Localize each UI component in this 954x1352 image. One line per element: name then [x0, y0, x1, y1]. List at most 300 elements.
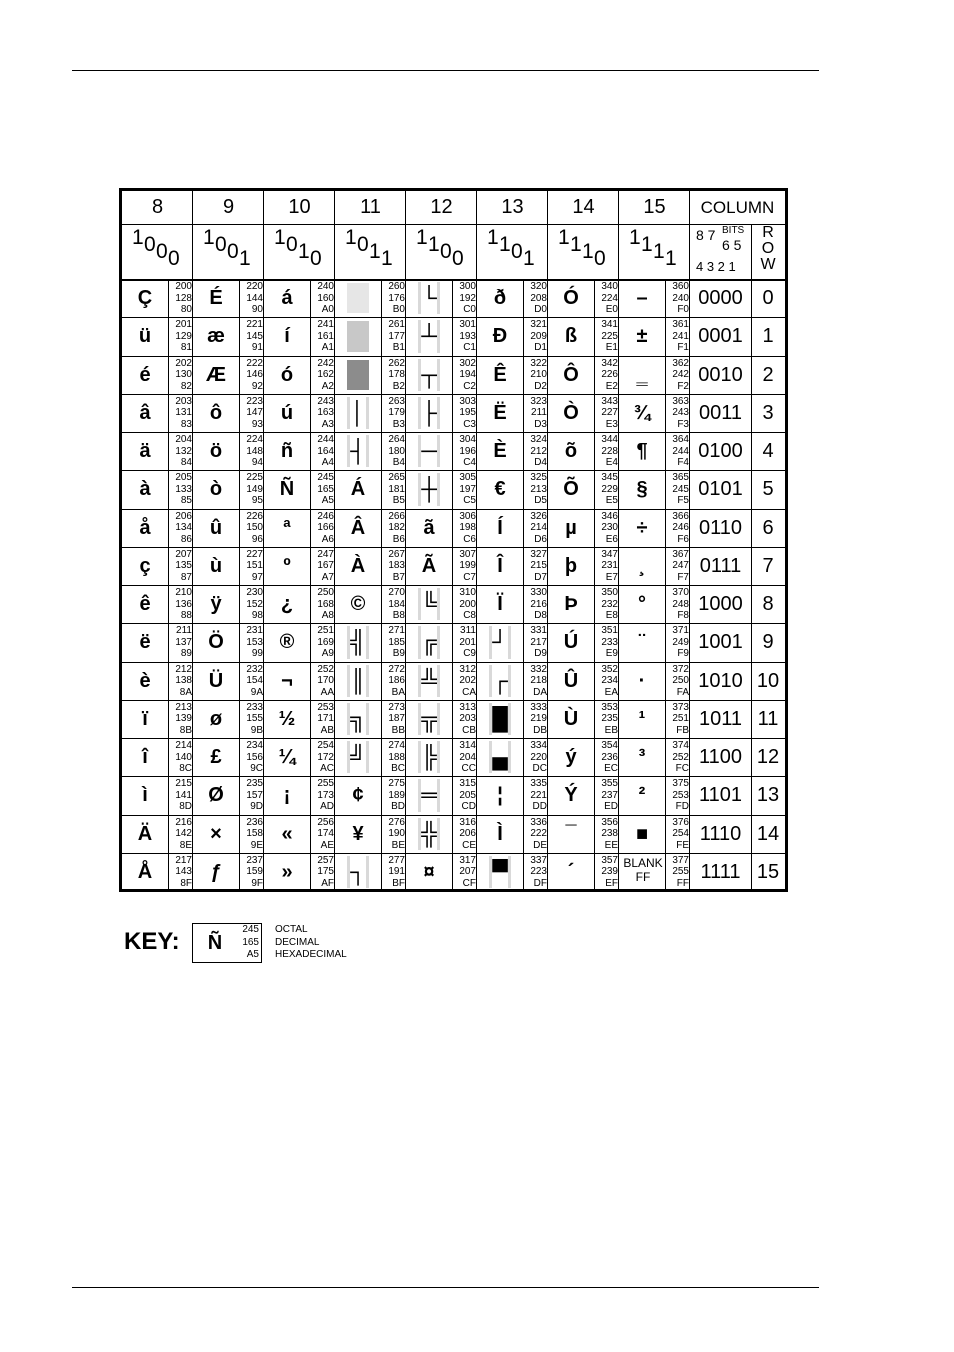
character-glyph: í — [284, 325, 290, 348]
hex-code: F7 — [677, 571, 689, 583]
octal-code: 302 — [459, 357, 476, 369]
hex-code: D8 — [534, 610, 547, 621]
hex-code: C6 — [463, 533, 476, 545]
hex-code: FD — [675, 801, 689, 813]
octal-code: 265 — [388, 472, 405, 484]
box-drawing-glyph: █ — [492, 705, 508, 731]
decimal-code: 151 — [246, 560, 263, 572]
character-glyph: ¥ — [352, 822, 364, 845]
bit-digit: 1 — [499, 233, 511, 256]
octal-code: 354 — [601, 740, 618, 751]
box-drawing-glyph: ╗ — [350, 705, 366, 731]
hex-code: C3 — [463, 418, 476, 430]
hex-code: EB — [604, 724, 618, 736]
row-label-letter: W — [760, 256, 776, 273]
bit-digit: 1 — [665, 247, 677, 270]
decimal-code: 139 — [175, 713, 192, 725]
decimal-code: 226 — [601, 369, 618, 380]
row-binary: 0011 — [698, 401, 742, 424]
octal-code: 326 — [530, 510, 547, 522]
decimal-code: 186 — [388, 675, 405, 686]
row-divider — [122, 547, 785, 548]
hex-code: A6 — [321, 533, 334, 545]
octal-code: 374 — [672, 740, 689, 751]
decimal-code: 209 — [530, 330, 547, 342]
key-legend-octal: OCTAL — [275, 924, 308, 935]
bit-digit: 1 — [487, 226, 499, 249]
code-values — [450, 549, 476, 584]
decimal-code: 184 — [388, 598, 405, 610]
octal-code: 371 — [672, 625, 689, 637]
hex-code: AC — [320, 763, 334, 774]
code-values — [450, 472, 476, 507]
decimal-code: 189 — [388, 789, 405, 801]
hex-code: A7 — [321, 571, 334, 583]
decimal-code: 169 — [317, 636, 334, 648]
hex-code: E2 — [605, 380, 618, 392]
hex-code: 92 — [251, 380, 263, 392]
key-legend — [275, 924, 347, 962]
column-number: 13 — [501, 196, 524, 218]
code-values — [308, 396, 334, 431]
hex-code: 81 — [180, 342, 192, 354]
hex-code: C1 — [463, 342, 476, 354]
bit-digit: 1 — [641, 233, 653, 256]
key-legend-decimal: DECIMAL — [275, 936, 320, 948]
hex-code: 9F — [251, 877, 263, 889]
character-glyph: Õ — [563, 478, 579, 501]
bit-digit: 0 — [511, 240, 523, 263]
octal-code: 330 — [530, 587, 547, 598]
octal-code: 344 — [601, 434, 618, 445]
octal-code: 323 — [530, 395, 547, 407]
code-values — [521, 472, 547, 507]
character-glyph: ï — [142, 707, 148, 730]
code-values — [592, 855, 618, 890]
code-values — [308, 855, 334, 890]
row-binary: 0000 — [698, 287, 743, 309]
octal-code: 311 — [460, 625, 476, 637]
code-values — [237, 358, 263, 393]
octal-code: 351 — [601, 625, 618, 637]
row-number: 3 — [762, 401, 774, 424]
code-values — [521, 702, 547, 737]
decimal-code: 146 — [246, 369, 263, 380]
character-glyph: ô — [209, 401, 223, 424]
bit-digit: 1 — [239, 247, 251, 270]
code-values — [663, 740, 689, 775]
row-number: 8 — [762, 593, 774, 615]
code-values — [663, 778, 689, 813]
code-values — [379, 817, 405, 852]
row-number: 6 — [762, 516, 774, 539]
row-number: 9 — [762, 631, 774, 654]
code-values — [166, 625, 192, 660]
code-values — [166, 511, 192, 546]
character-glyph: ¦ — [497, 784, 503, 807]
character-glyph: Ï — [497, 593, 503, 615]
column-number: 14 — [572, 196, 595, 218]
hex-code: C8 — [463, 610, 476, 621]
code-values — [663, 319, 689, 354]
hex-code: D9 — [534, 648, 547, 660]
code-values — [166, 778, 192, 813]
octal-code: 306 — [459, 510, 476, 522]
decimal-code: 238 — [601, 828, 618, 839]
box-drawing-glyph: ┴ — [421, 323, 437, 349]
character-glyph: © — [350, 593, 366, 615]
code-values — [592, 702, 618, 737]
decimal-code: 182 — [388, 522, 405, 533]
octal-code: 213 — [175, 701, 192, 713]
octal-code: 360 — [672, 281, 689, 292]
decimal-code: 211 — [531, 407, 547, 419]
code-values — [592, 358, 618, 393]
octal-code: 237 — [246, 854, 263, 866]
hex-code: D4 — [534, 457, 547, 468]
hex-code: 8E — [179, 839, 192, 851]
character-glyph: ß — [564, 325, 578, 348]
character-glyph: ä — [139, 440, 151, 462]
code-values — [379, 358, 405, 393]
character-glyph: Ù — [563, 707, 579, 730]
character-glyph: ■ — [635, 822, 649, 845]
octal-code: 226 — [246, 510, 263, 522]
decimal-code: 242 — [672, 369, 689, 380]
hex-code: 9B — [250, 724, 263, 736]
hex-code: FF — [676, 877, 689, 889]
decimal-code: 192 — [459, 292, 476, 304]
octal-code: 345 — [601, 472, 618, 484]
hex-code: D7 — [534, 571, 547, 583]
decimal-code: 167 — [317, 560, 334, 572]
code-values — [379, 778, 405, 813]
row-divider — [122, 432, 785, 433]
hex-code: C4 — [463, 457, 476, 468]
octal-code: 211 — [176, 625, 192, 637]
code-values — [450, 740, 476, 775]
octal-code: 247 — [317, 548, 334, 560]
octal-code: 217 — [175, 854, 192, 866]
decimal-code: 223 — [530, 866, 547, 878]
hex-code: E7 — [605, 571, 618, 583]
octal-code: 243 — [317, 395, 334, 407]
code-values — [663, 664, 689, 699]
character-glyph: £ — [210, 746, 222, 768]
character-glyph: ¹ — [638, 707, 646, 730]
code-values — [166, 702, 192, 737]
octal-code: 277 — [388, 854, 405, 866]
row-number: 10 — [756, 669, 780, 692]
row-binary: 1001 — [698, 631, 743, 654]
octal-code: 244 — [317, 434, 334, 445]
octal-code: 316 — [459, 816, 476, 828]
hex-code: D0 — [534, 304, 547, 315]
octal-code: 250 — [317, 587, 334, 598]
code-values — [237, 396, 263, 431]
shade-block — [347, 360, 369, 390]
hex-code: F1 — [677, 342, 689, 354]
code-values — [379, 281, 405, 316]
row-number: 15 — [756, 860, 780, 883]
decimal-code: 200 — [459, 598, 476, 610]
row-binary: 0100 — [698, 440, 743, 462]
code-values — [450, 319, 476, 354]
code-values — [166, 664, 192, 699]
character-glyph: Ú — [563, 631, 579, 654]
code-values — [166, 319, 192, 354]
character-glyph: õ — [564, 440, 578, 462]
octal-code: 337 — [530, 854, 547, 866]
decimal-code: 206 — [459, 828, 476, 839]
bits-legend-bits: BITS — [722, 225, 745, 236]
code-values — [237, 740, 263, 775]
decimal-code: 199 — [459, 560, 476, 572]
hex-code: EF — [605, 877, 618, 889]
octal-code: 225 — [246, 472, 263, 484]
bottom-rule — [72, 1287, 819, 1288]
character-glyph: ½ — [278, 707, 296, 730]
code-values — [237, 702, 263, 737]
hex-code: EC — [604, 763, 618, 774]
hex-code: 83 — [180, 418, 192, 430]
character-glyph: þ — [564, 554, 578, 577]
hex-code: A4 — [321, 457, 334, 468]
shade-block — [347, 283, 369, 313]
box-drawing-glyph: ╬ — [421, 820, 437, 846]
character-glyph: Ë — [493, 401, 507, 424]
hex-code: CA — [462, 686, 476, 698]
decimal-code: 168 — [317, 598, 334, 610]
code-values — [308, 511, 334, 546]
character-glyph: ö — [209, 440, 223, 462]
character-glyph: ¡ — [283, 784, 291, 807]
hex-code: DF — [533, 877, 547, 889]
octal-code: 207 — [175, 548, 192, 560]
decimal-code: 147 — [246, 407, 263, 419]
hex-code: 97 — [251, 571, 263, 583]
character-glyph: « — [281, 822, 293, 845]
hex-code: E8 — [605, 610, 618, 621]
row-divider — [122, 509, 785, 510]
row-number: 4 — [762, 440, 774, 462]
column-number: 15 — [643, 196, 666, 218]
box-drawing-glyph: ▄ — [492, 744, 508, 769]
row-number: 2 — [762, 363, 774, 386]
character-glyph: ñ — [280, 440, 294, 462]
bit-digit: 1 — [629, 226, 641, 249]
hex-code: DD — [532, 801, 547, 813]
decimal-code: 247 — [672, 560, 689, 572]
row-number: 0 — [762, 287, 774, 309]
bit-digit: 1 — [369, 240, 381, 263]
octal-code: 367 — [672, 548, 689, 560]
octal-code: 224 — [246, 434, 263, 445]
character-glyph: à — [139, 478, 151, 501]
decimal-code: 230 — [601, 522, 618, 533]
octal-code: 232 — [246, 663, 263, 675]
decimal-code: 183 — [388, 560, 405, 572]
bit-digit: 1 — [381, 247, 393, 270]
hex-code: FA — [676, 686, 689, 698]
decimal-code: 131 — [175, 407, 192, 419]
character-glyph: Â — [350, 516, 366, 539]
bit-digit: 1 — [582, 240, 594, 263]
code-values — [592, 472, 618, 507]
key-legend-hex: HEXADECIMAL — [275, 949, 347, 960]
decimal-code: 181 — [388, 483, 405, 495]
character-glyph: ó — [280, 363, 294, 386]
box-drawing-glyph: ▀ — [492, 858, 508, 884]
hex-code: 87 — [180, 571, 192, 583]
bit-digit: 0 — [156, 240, 168, 263]
decimal-code: 246 — [672, 522, 689, 533]
decimal-code: 140 — [175, 751, 192, 763]
bit-digit: 0 — [227, 240, 239, 263]
code-values — [450, 702, 476, 737]
hex-code: D3 — [534, 418, 547, 430]
code-values — [308, 587, 334, 622]
character-glyph: ã — [423, 516, 435, 539]
hex-code: 8C — [179, 763, 192, 774]
decimal-code: 164 — [317, 445, 334, 457]
octal-code: 234 — [246, 740, 263, 751]
decimal-code: 243 — [672, 407, 689, 419]
code-values — [521, 396, 547, 431]
octal-code: 233 — [246, 701, 263, 713]
character-glyph: ë — [139, 631, 151, 654]
row-divider — [122, 394, 785, 395]
decimal-code: 248 — [672, 598, 689, 610]
decimal-code: 222 — [530, 828, 547, 839]
octal-code: 336 — [530, 816, 547, 828]
character-glyph: Î — [497, 554, 503, 577]
character-glyph: æ — [207, 325, 225, 348]
code-values — [592, 281, 618, 316]
decimal-code: 197 — [459, 483, 476, 495]
code-values — [379, 664, 405, 699]
hex-code: 96 — [251, 533, 263, 545]
decimal-code: 212 — [530, 445, 547, 457]
code-values — [237, 472, 263, 507]
octal-code: 274 — [388, 740, 405, 751]
hex-code: D5 — [534, 495, 547, 507]
column-label: COLUMN — [700, 198, 775, 217]
code-values — [379, 625, 405, 660]
code-values — [237, 855, 263, 890]
row-number: 7 — [762, 554, 774, 577]
key-example-char: Ñ — [207, 932, 223, 954]
bit-pattern — [629, 226, 689, 276]
character-glyph: å — [139, 516, 151, 539]
octal-code: 214 — [175, 740, 192, 751]
decimal-code: 205 — [459, 789, 476, 801]
box-drawing-glyph: ╠ — [421, 744, 437, 769]
octal-code: 341 — [601, 319, 618, 331]
decimal-code: 220 — [530, 751, 547, 763]
character-glyph: Ä — [137, 822, 153, 845]
decimal-code: 177 — [388, 330, 405, 342]
character-glyph: ý — [565, 746, 577, 768]
octal-code: 372 — [672, 663, 689, 675]
octal-code: 215 — [175, 778, 192, 790]
hex-code: 8A — [179, 686, 192, 698]
hex-code: AE — [320, 839, 334, 851]
hex-code: BD — [391, 801, 405, 813]
row-divider — [122, 585, 785, 586]
decimal-code: 153 — [246, 636, 263, 648]
decimal-code: 214 — [530, 522, 547, 533]
row-number: 13 — [756, 784, 780, 807]
code-values — [308, 434, 334, 469]
decimal-code: 245 — [672, 483, 689, 495]
column-number: 9 — [222, 196, 235, 218]
character-glyph: ¢ — [352, 784, 364, 807]
bit-digit: 1 — [558, 226, 570, 249]
octal-code: 362 — [672, 357, 689, 369]
key-label: KEY: — [124, 928, 180, 955]
code-values — [592, 319, 618, 354]
decimal-code: 233 — [601, 636, 618, 648]
code-values — [237, 549, 263, 584]
hex-code: DB — [533, 724, 547, 736]
row-binary: 0110 — [698, 516, 742, 539]
octal-code: 301 — [459, 319, 476, 331]
hex-code: 94 — [251, 457, 263, 468]
hex-code: C2 — [463, 380, 476, 392]
hex-code: BF — [392, 877, 405, 889]
box-drawing-glyph: ┌ — [492, 667, 508, 693]
code-values — [592, 396, 618, 431]
hex-code: C9 — [463, 648, 476, 660]
decimal-code: 163 — [317, 407, 334, 419]
hex-code: CF — [462, 877, 476, 889]
row-binary: 1111 — [700, 860, 741, 883]
octal-code: 375 — [672, 778, 689, 790]
box-drawing-glyph: ┐ — [350, 858, 366, 884]
decimal-code: 180 — [388, 445, 405, 457]
decimal-code: 196 — [459, 445, 476, 457]
bit-digit: 0 — [594, 247, 606, 270]
octal-code: 202 — [175, 357, 192, 369]
hex-code: 9C — [250, 763, 263, 774]
row-number: 5 — [762, 478, 774, 501]
octal-code: 370 — [672, 587, 689, 598]
decimal-code: 234 — [601, 675, 618, 686]
bit-digit: 0 — [310, 247, 322, 270]
decimal-code: 236 — [601, 751, 618, 763]
decimal-code: 194 — [459, 369, 476, 380]
octal-code: 246 — [317, 510, 334, 522]
octal-code: 315 — [459, 778, 476, 790]
hex-code: 88 — [180, 610, 192, 621]
character-glyph: Í — [497, 516, 503, 539]
decimal-code: 195 — [459, 407, 476, 419]
character-glyph: î — [142, 746, 148, 768]
decimal-code: 229 — [601, 483, 618, 495]
octal-code: 376 — [672, 816, 689, 828]
code-values — [166, 855, 192, 890]
blank-label: BLANK FF — [623, 855, 663, 884]
box-drawing-glyph: ─ — [421, 438, 437, 463]
octal-code: 377 — [672, 854, 689, 866]
row-divider — [122, 738, 785, 739]
decimal-code: 175 — [317, 866, 334, 878]
octal-code: 312 — [459, 663, 476, 675]
octal-code: 321 — [530, 319, 547, 331]
octal-code: 304 — [459, 434, 476, 445]
code-values — [166, 740, 192, 775]
